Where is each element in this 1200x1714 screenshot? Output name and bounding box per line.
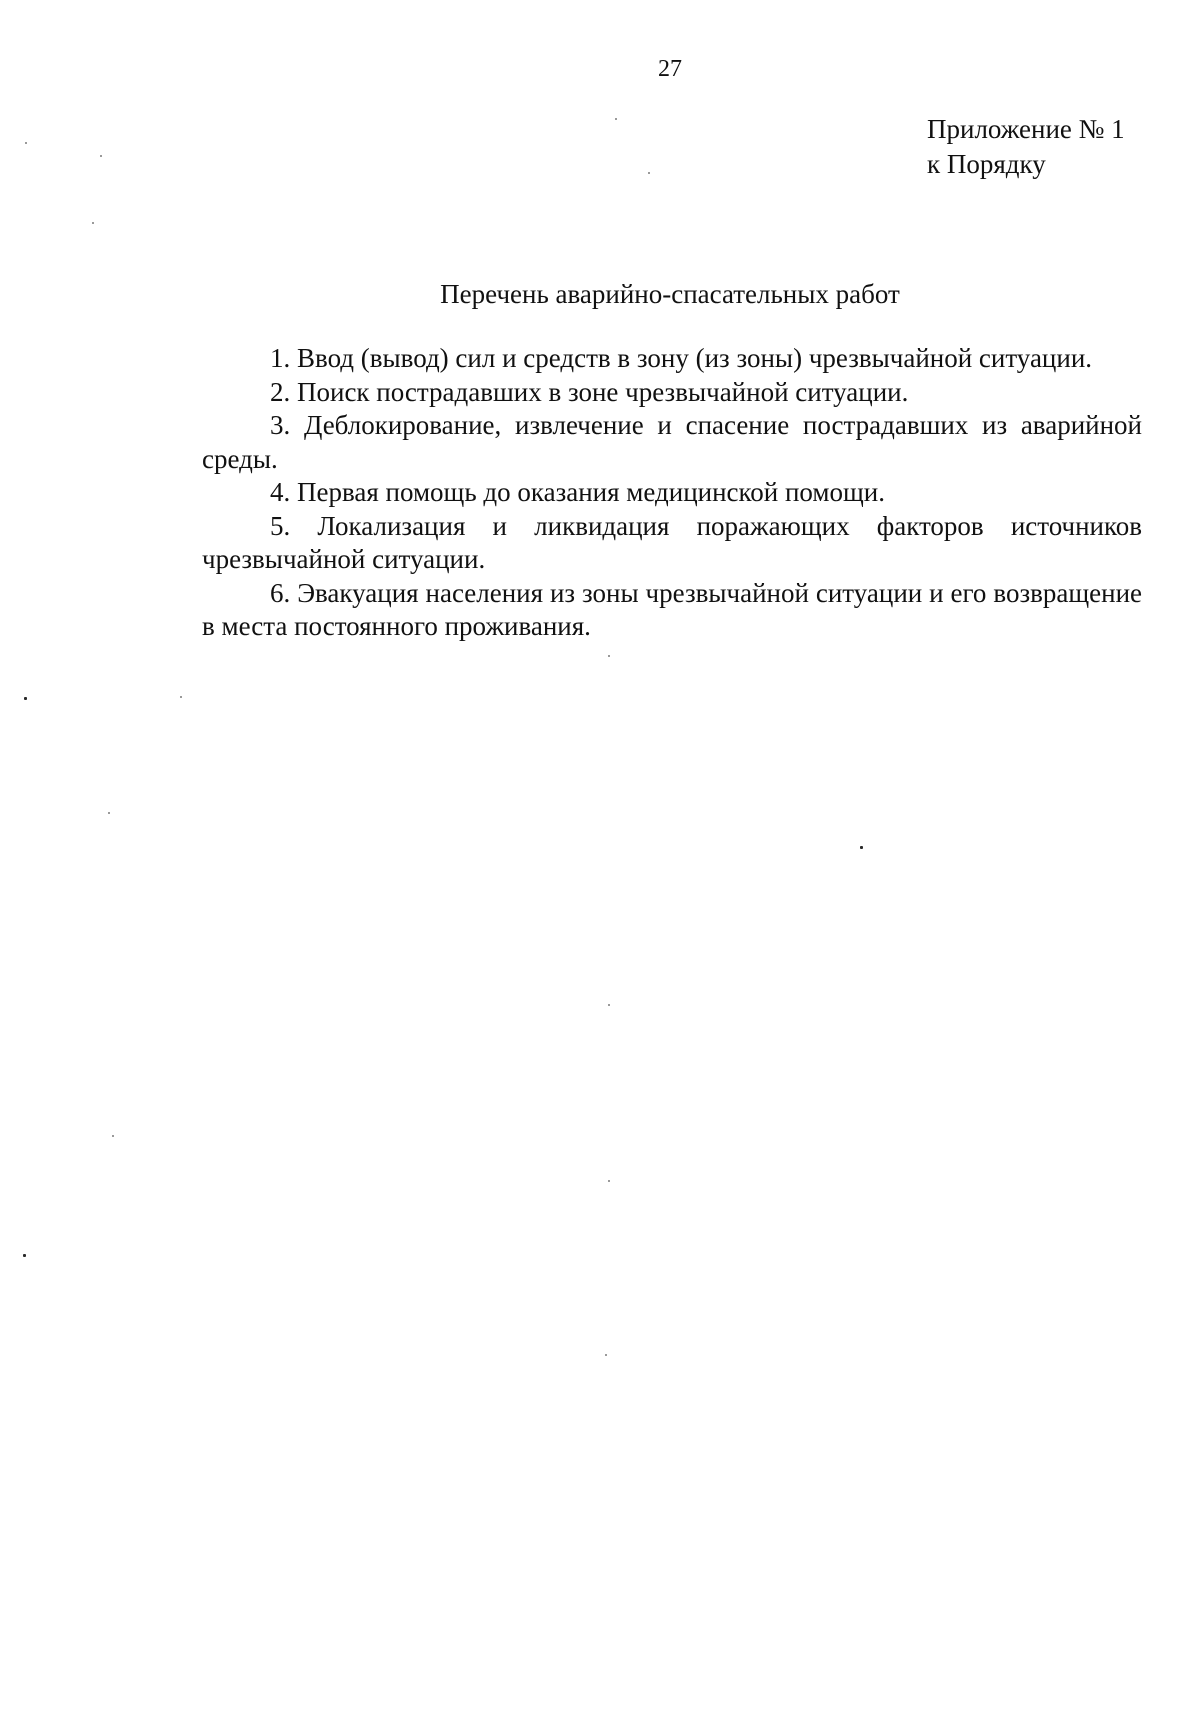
page-number: 27 <box>658 56 682 82</box>
scan-speck <box>24 697 27 700</box>
appendix-label: Приложение № 1 <box>927 114 1125 144</box>
list-item-6: 6. Эвакуация населения из зоны чрезвычайной ситуации и его возвращение в места постоянного проживания. <box>202 577 1142 641</box>
scan-speck <box>25 142 27 144</box>
scan-speck <box>92 222 94 224</box>
list-item-1: 1. Ввод (вывод) сил и средств в зону (из зоны) чрезвычайной ситуации. <box>270 343 1093 373</box>
appendix-parent-document: к Порядку <box>927 149 1046 179</box>
scan-speck <box>608 655 610 657</box>
list-item-4: 4. Первая помощь до оказания медицинской помощи. <box>270 477 885 507</box>
scan-speck <box>608 1180 610 1182</box>
appendix-reference <box>927 112 1125 182</box>
scan-speck <box>648 172 650 174</box>
scan-speck <box>615 118 617 120</box>
rescue-works-list <box>202 342 1142 644</box>
scan-speck <box>860 846 863 849</box>
list-item-2: 2. Поиск пострадавших в зоне чрезвычайной ситуации. <box>270 376 909 407</box>
scan-speck <box>608 1004 610 1006</box>
document-title: Перечень аварийно-спасательных работ <box>440 279 900 309</box>
scan-speck <box>180 696 182 698</box>
scan-speck <box>108 812 110 814</box>
scan-speck <box>100 155 102 157</box>
scan-speck <box>112 1135 114 1137</box>
list-item-5: 5. Локализация и ликвидация поражающих факторов источников чрезвычайной ситуации. <box>202 510 1142 574</box>
list-item-3: 3. Деблокирование, извлечение и спасение пострадавших из аварийной среды. <box>202 410 1142 474</box>
scan-speck <box>605 1354 607 1356</box>
scan-speck <box>23 1254 26 1257</box>
